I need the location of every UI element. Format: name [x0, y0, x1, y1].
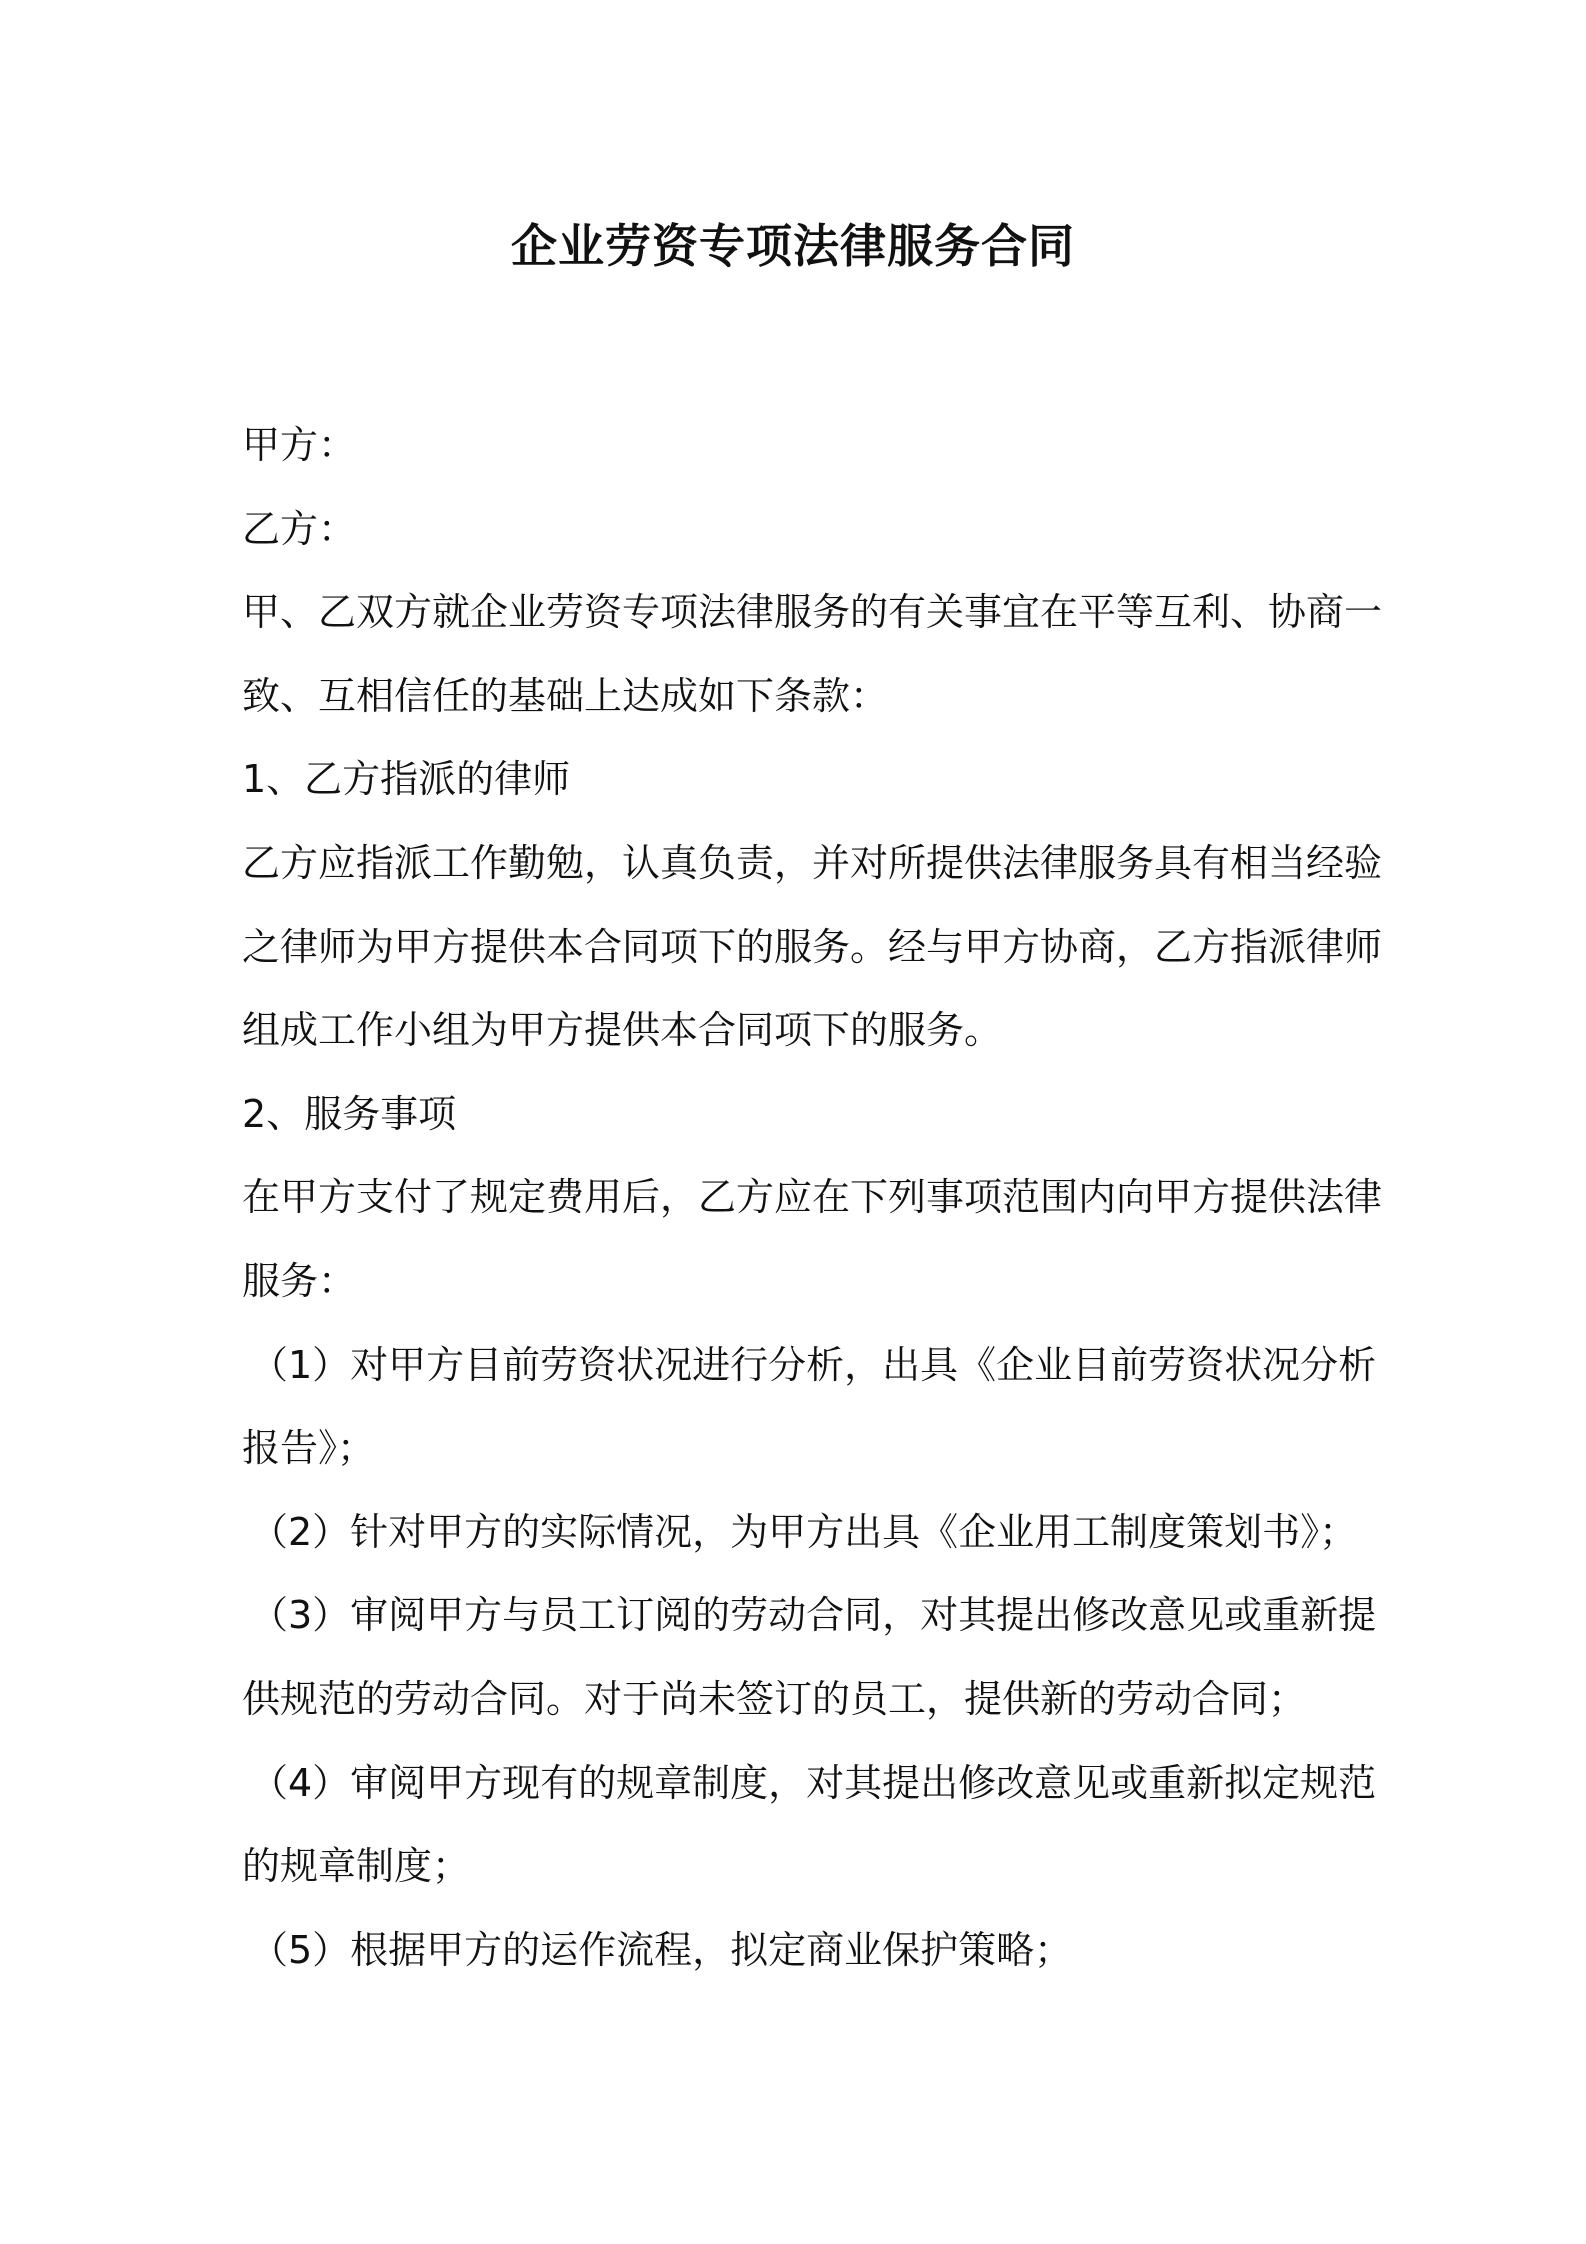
list-item-5: （5）根据甲方的运作流程，拟定商业保护策略； [250, 1927, 1073, 1972]
paragraph-line: 组成工作小组为甲方提供本合同项下的服务。 [242, 1008, 1003, 1053]
list-item-1: （1）对甲方目前劳资状况进行分析，出具《企业目前劳资状况分析 [250, 1342, 1377, 1387]
paragraph-line: 之律师为甲方提供本合同项下的服务。经与甲方协商，乙方指派律师 [242, 924, 1383, 969]
list-item-2: （2）针对甲方的实际情况，为甲方出具《企业用工制度策划书》； [250, 1509, 1358, 1554]
list-item-3: （3）审阅甲方与员工订阅的劳动合同，对其提出修改意见或重新提 [250, 1593, 1377, 1638]
paragraph-line: 服务： [242, 1258, 357, 1303]
party-a-line: 甲方： [242, 423, 357, 467]
preamble-line: 甲、乙双方就企业劳资专项法律服务的有关事宜在平等互利、协商一 [242, 590, 1383, 635]
section-heading-2: 2、服务事项 [242, 1091, 457, 1136]
list-item-3-cont: 供规范的劳动合同。对于尚未签订的员工，提供新的劳动合同； [242, 1676, 1307, 1721]
section-heading-1: 1、乙方指派的律师 [242, 757, 571, 802]
preamble-line: 致、互相信任的基础上达成如下条款： [242, 673, 889, 718]
list-item-1-cont: 报告》； [242, 1426, 376, 1471]
document-body [242, 404, 1383, 1992]
party-b-line: 乙方： [242, 506, 357, 551]
paragraph-line: 在甲方支付了规定费用后，乙方应在下列事项范围内向甲方提供法律 [242, 1175, 1383, 1220]
document-title: 企业劳资专项法律服务合同 [511, 219, 1075, 273]
paragraph-line: 乙方应指派工作勤勉，认真负责，并对所提供法律服务具有相当经验 [242, 840, 1383, 885]
list-item-4-cont: 的规章制度； [242, 1844, 471, 1889]
list-item-4: （4）审阅甲方现有的规章制度，对其提出修改意见或重新拟定规范 [250, 1760, 1377, 1805]
